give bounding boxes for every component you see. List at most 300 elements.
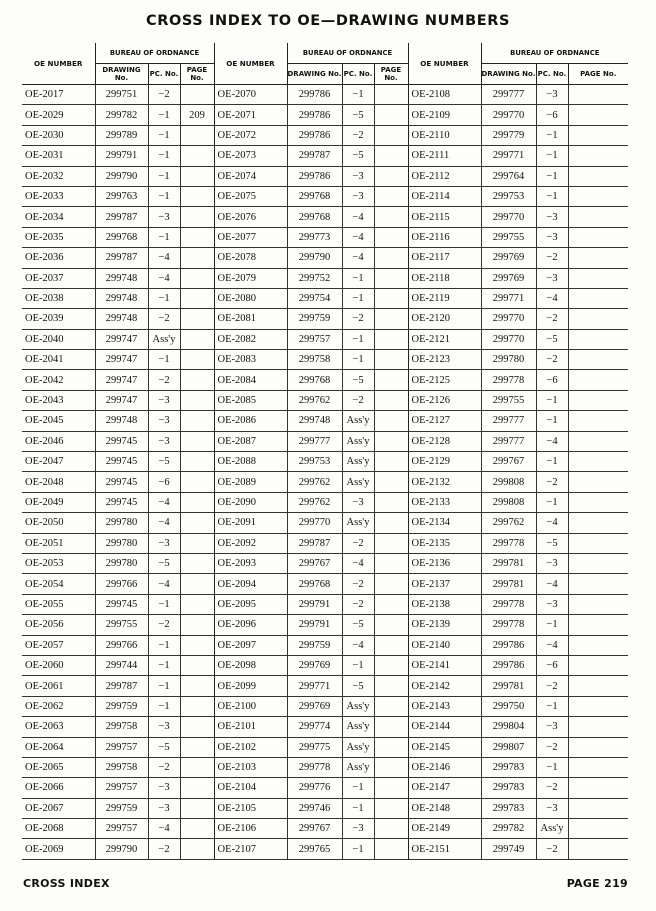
oe-number-cell: OE-2046 <box>22 431 95 451</box>
pc-no-cell: −4 <box>536 513 568 533</box>
drawing-no-cell: 299767 <box>287 553 342 573</box>
page-no-cell <box>180 350 214 370</box>
pc-no-cell: −2 <box>148 615 180 635</box>
page-no-cell <box>374 717 408 737</box>
page-no-cell <box>180 839 214 859</box>
pc-no-cell: −3 <box>536 227 568 247</box>
oe-number-cell: OE-2043 <box>22 390 95 410</box>
page-no-cell <box>568 676 628 696</box>
drawing-no-cell: 299750 <box>481 696 536 716</box>
drawing-no-cell: 299748 <box>95 268 148 288</box>
oe-number-cell: OE-2075 <box>214 186 287 206</box>
page-no-cell <box>568 553 628 573</box>
drawing-no-cell: 299807 <box>481 737 536 757</box>
page-no-cell <box>568 615 628 635</box>
drawing-no-cell: 299783 <box>481 757 536 777</box>
page-no-cell <box>374 370 408 390</box>
oe-number-cell: OE-2070 <box>214 85 287 105</box>
pc-no-cell: −1 <box>342 350 374 370</box>
bureau-of-ordnance-header: BUREAU OF ORDNANCE <box>481 43 628 64</box>
oe-number-cell: OE-2110 <box>408 125 481 145</box>
drawing-no-cell: 299767 <box>481 452 536 472</box>
oe-number-cell: OE-2099 <box>214 676 287 696</box>
oe-number-cell: OE-2126 <box>408 390 481 410</box>
page-no-cell <box>568 370 628 390</box>
drawing-no-cell: 299748 <box>95 309 148 329</box>
drawing-no-cell: 299780 <box>95 513 148 533</box>
page-no-cell <box>374 778 408 798</box>
oe-number-cell: OE-2120 <box>408 309 481 329</box>
drawing-no-cell: 299777 <box>481 85 536 105</box>
drawing-no-cell: 299747 <box>95 390 148 410</box>
drawing-no-cell: 299780 <box>95 533 148 553</box>
pc-no-cell: −3 <box>148 778 180 798</box>
pc-no-cell: Ass'y <box>342 513 374 533</box>
pc-no-cell: −4 <box>342 227 374 247</box>
pc-no-cell: −1 <box>148 635 180 655</box>
drawing-no-cell: 299804 <box>481 717 536 737</box>
oe-number-cell: OE-2104 <box>214 778 287 798</box>
pc-no-cell: −1 <box>148 594 180 614</box>
pc-no-cell: −2 <box>342 533 374 553</box>
drawing-no-cell: 299770 <box>481 105 536 125</box>
page-no-cell <box>180 574 214 594</box>
page-no-cell <box>180 166 214 186</box>
page-no-header: PAGE No. <box>180 64 214 85</box>
page-no-cell <box>180 472 214 492</box>
oe-number-cell: OE-2087 <box>214 431 287 451</box>
pc-no-cell: −2 <box>148 370 180 390</box>
drawing-no-cell: 299791 <box>287 615 342 635</box>
table-row <box>22 778 628 798</box>
drawing-no-cell: 299777 <box>481 411 536 431</box>
page-no-cell <box>374 411 408 431</box>
pc-no-cell: −1 <box>342 778 374 798</box>
page-no-cell <box>374 655 408 675</box>
pc-no-cell: −1 <box>536 696 568 716</box>
drawing-no-cell: 299779 <box>481 125 536 145</box>
table-row <box>22 268 628 288</box>
drawing-no-cell: 299787 <box>287 533 342 553</box>
pc-no-cell: −5 <box>342 146 374 166</box>
drawing-no-cell: 299762 <box>287 492 342 512</box>
drawing-no-cell: 299781 <box>481 574 536 594</box>
page-no-cell <box>374 553 408 573</box>
oe-number-cell: OE-2149 <box>408 819 481 839</box>
drawing-no-cell: 299748 <box>95 411 148 431</box>
drawing-no-cell: 299768 <box>95 227 148 247</box>
page-title: CROSS INDEX TO OE—DRAWING NUMBERS <box>145 13 511 29</box>
pc-no-cell: −1 <box>536 186 568 206</box>
oe-number-cell: OE-2037 <box>22 268 95 288</box>
page-no-cell <box>180 309 214 329</box>
oe-number-header: OE NUMBER <box>22 43 95 85</box>
drawing-no-cell: 299757 <box>287 329 342 349</box>
page-no-cell <box>568 248 628 268</box>
table-row <box>22 431 628 451</box>
oe-number-cell: OE-2146 <box>408 757 481 777</box>
oe-number-cell: OE-2017 <box>22 85 95 105</box>
oe-number-cell: OE-2098 <box>214 655 287 675</box>
page-no-cell <box>180 819 214 839</box>
page-no-cell <box>180 553 214 573</box>
drawing-no-cell: 299780 <box>481 350 536 370</box>
pc-no-cell: −1 <box>342 798 374 818</box>
page-no-cell <box>568 350 628 370</box>
drawing-no-cell: 299748 <box>287 411 342 431</box>
pc-no-cell: −2 <box>148 309 180 329</box>
page-no-cell <box>374 696 408 716</box>
page-no-cell <box>374 146 408 166</box>
drawing-no-cell: 299751 <box>95 85 148 105</box>
drawing-no-cell: 299769 <box>287 655 342 675</box>
pc-no-cell: −1 <box>148 186 180 206</box>
page-no-cell <box>568 757 628 777</box>
pc-no-cell: Ass'y <box>536 819 568 839</box>
table-row <box>22 105 628 125</box>
oe-number-cell: OE-2089 <box>214 472 287 492</box>
table-row <box>22 574 628 594</box>
table-row <box>22 513 628 533</box>
pc-no-cell: −3 <box>536 207 568 227</box>
oe-number-cell: OE-2034 <box>22 207 95 227</box>
page-no-cell <box>374 819 408 839</box>
table-row <box>22 553 628 573</box>
page-no-cell <box>374 513 408 533</box>
page-no-cell <box>374 125 408 145</box>
pc-no-cell: −6 <box>536 105 568 125</box>
table-row <box>22 472 628 492</box>
page-no-cell <box>180 268 214 288</box>
drawing-no-header: DRAWING No. <box>287 64 342 85</box>
page-no-cell <box>180 676 214 696</box>
drawing-no-cell: 299782 <box>95 105 148 125</box>
oe-number-cell: OE-2090 <box>214 492 287 512</box>
oe-number-cell: OE-2136 <box>408 553 481 573</box>
drawing-no-cell: 299745 <box>95 594 148 614</box>
page-no-cell <box>568 696 628 716</box>
oe-number-cell: OE-2054 <box>22 574 95 594</box>
pc-no-cell: −1 <box>536 492 568 512</box>
pc-no-cell: Ass'y <box>342 757 374 777</box>
drawing-no-cell: 299763 <box>95 186 148 206</box>
page-no-cell <box>568 288 628 308</box>
table-row <box>22 350 628 370</box>
page-no-cell <box>568 431 628 451</box>
table-row <box>22 492 628 512</box>
oe-number-cell: OE-2138 <box>408 594 481 614</box>
oe-number-cell: OE-2051 <box>22 533 95 553</box>
drawing-no-cell: 299777 <box>287 431 342 451</box>
oe-number-cell: OE-2088 <box>214 452 287 472</box>
oe-number-cell: OE-2101 <box>214 717 287 737</box>
pc-no-cell: −3 <box>148 431 180 451</box>
pc-no-cell: −1 <box>536 166 568 186</box>
page-no-cell <box>568 105 628 125</box>
page-no-cell <box>180 146 214 166</box>
table-row <box>22 166 628 186</box>
page-no-cell <box>374 166 408 186</box>
pc-no-cell: −5 <box>148 452 180 472</box>
oe-number-cell: OE-2134 <box>408 513 481 533</box>
oe-number-cell: OE-2107 <box>214 839 287 859</box>
oe-number-cell: OE-2128 <box>408 431 481 451</box>
oe-number-cell: OE-2115 <box>408 207 481 227</box>
pc-no-cell: −2 <box>536 839 568 859</box>
pc-no-cell: −6 <box>536 655 568 675</box>
pc-no-cell: −1 <box>148 105 180 125</box>
oe-number-cell: OE-2123 <box>408 350 481 370</box>
page-no-cell <box>374 268 408 288</box>
drawing-no-cell: 299754 <box>287 288 342 308</box>
oe-number-cell: OE-2039 <box>22 309 95 329</box>
pc-no-cell: −3 <box>536 553 568 573</box>
drawing-no-cell: 299768 <box>287 370 342 390</box>
pc-no-cell: −4 <box>342 248 374 268</box>
pc-no-cell: −3 <box>148 798 180 818</box>
drawing-no-cell: 299786 <box>481 635 536 655</box>
page-no-cell <box>568 390 628 410</box>
pc-no-cell: −4 <box>536 574 568 594</box>
drawing-no-cell: 299770 <box>287 513 342 533</box>
oe-number-cell: OE-2073 <box>214 146 287 166</box>
pc-no-cell: −1 <box>536 146 568 166</box>
pc-no-cell: −1 <box>342 288 374 308</box>
drawing-no-cell: 299778 <box>287 757 342 777</box>
drawing-no-cell: 299755 <box>481 390 536 410</box>
oe-number-header: OE NUMBER <box>408 43 481 85</box>
oe-number-cell: OE-2118 <box>408 268 481 288</box>
drawing-no-cell: 299758 <box>95 757 148 777</box>
oe-number-cell: OE-2097 <box>214 635 287 655</box>
page-no-cell <box>568 839 628 859</box>
oe-number-cell: OE-2069 <box>22 839 95 859</box>
page-no-header: PAGE No. <box>374 64 408 85</box>
page-no-cell <box>374 574 408 594</box>
page-no-cell <box>374 492 408 512</box>
pc-no-cell: −4 <box>148 492 180 512</box>
table-row <box>22 370 628 390</box>
oe-number-cell: OE-2125 <box>408 370 481 390</box>
drawing-no-cell: 299768 <box>287 207 342 227</box>
drawing-no-cell: 299766 <box>95 574 148 594</box>
page-no-cell <box>180 370 214 390</box>
bureau-of-ordnance-header: BUREAU OF ORDNANCE <box>95 43 214 64</box>
oe-number-cell: OE-2148 <box>408 798 481 818</box>
pc-no-cell: −4 <box>342 207 374 227</box>
table-body <box>22 85 628 860</box>
pc-no-cell: −2 <box>342 125 374 145</box>
oe-number-cell: OE-2056 <box>22 615 95 635</box>
page-no-cell <box>180 452 214 472</box>
pc-no-cell: −4 <box>342 635 374 655</box>
pc-no-cell: −1 <box>148 696 180 716</box>
table-row <box>22 737 628 757</box>
page-no-cell: 209 <box>180 105 214 125</box>
cross-index-table-container <box>22 43 628 860</box>
pc-no-cell: −2 <box>148 757 180 777</box>
footer-section-label: CROSS INDEX <box>23 877 110 890</box>
page-no-cell <box>568 329 628 349</box>
oe-number-cell: OE-2106 <box>214 819 287 839</box>
drawing-no-cell: 299749 <box>481 839 536 859</box>
page-no-cell <box>568 635 628 655</box>
pc-no-cell: −1 <box>342 85 374 105</box>
drawing-no-cell: 299789 <box>95 125 148 145</box>
table-row <box>22 411 628 431</box>
oe-number-cell: OE-2112 <box>408 166 481 186</box>
pc-no-cell: Ass'y <box>342 472 374 492</box>
page-no-cell <box>374 737 408 757</box>
drawing-no-cell: 299777 <box>481 431 536 451</box>
page-number: PAGE 219 <box>566 877 628 890</box>
drawing-no-cell: 299745 <box>95 472 148 492</box>
drawing-no-cell: 299768 <box>287 186 342 206</box>
drawing-no-cell: 299781 <box>481 553 536 573</box>
drawing-no-cell: 299766 <box>95 635 148 655</box>
oe-number-cell: OE-2067 <box>22 798 95 818</box>
pc-no-cell: −3 <box>536 717 568 737</box>
oe-number-cell: OE-2035 <box>22 227 95 247</box>
drawing-no-cell: 299771 <box>481 146 536 166</box>
drawing-no-cell: 299791 <box>287 594 342 614</box>
page-no-cell <box>180 798 214 818</box>
pc-no-cell: −2 <box>536 248 568 268</box>
oe-number-cell: OE-2127 <box>408 411 481 431</box>
pc-no-header: PC. No. <box>148 64 180 85</box>
drawing-no-cell: 299758 <box>287 350 342 370</box>
pc-no-cell: −4 <box>148 819 180 839</box>
drawing-no-cell: 299746 <box>287 798 342 818</box>
table-row <box>22 533 628 553</box>
oe-number-cell: OE-2083 <box>214 350 287 370</box>
page-no-cell <box>180 411 214 431</box>
oe-number-cell: OE-2084 <box>214 370 287 390</box>
page-no-cell <box>568 819 628 839</box>
page-no-cell <box>374 248 408 268</box>
page-no-cell <box>374 615 408 635</box>
cross-index-table <box>22 43 628 860</box>
pc-no-cell: −1 <box>148 146 180 166</box>
page-no-cell <box>374 105 408 125</box>
pc-no-cell: −5 <box>342 370 374 390</box>
page-no-cell <box>568 533 628 553</box>
page-no-cell <box>374 431 408 451</box>
pc-no-cell: Ass'y <box>148 329 180 349</box>
drawing-no-cell: 299762 <box>481 513 536 533</box>
pc-no-cell: −1 <box>342 268 374 288</box>
pc-no-cell: Ass'y <box>342 431 374 451</box>
oe-number-cell: OE-2145 <box>408 737 481 757</box>
table-row <box>22 819 628 839</box>
pc-no-cell: −2 <box>342 309 374 329</box>
pc-no-cell: −2 <box>536 472 568 492</box>
oe-number-cell: OE-2072 <box>214 125 287 145</box>
page-no-cell <box>374 472 408 492</box>
pc-no-cell: −4 <box>536 635 568 655</box>
oe-number-cell: OE-2032 <box>22 166 95 186</box>
drawing-no-cell: 299778 <box>481 533 536 553</box>
page-no-cell <box>568 492 628 512</box>
pc-no-cell: −1 <box>148 288 180 308</box>
pc-no-cell: −1 <box>342 655 374 675</box>
oe-number-cell: OE-2045 <box>22 411 95 431</box>
table-row <box>22 757 628 777</box>
table-row <box>22 248 628 268</box>
page-no-cell <box>374 85 408 105</box>
page-no-cell <box>374 350 408 370</box>
page-no-cell <box>374 227 408 247</box>
page-no-cell <box>374 676 408 696</box>
drawing-no-cell: 299759 <box>287 635 342 655</box>
pc-no-cell: −4 <box>148 574 180 594</box>
page-no-cell <box>568 125 628 145</box>
page-no-cell <box>568 166 628 186</box>
page-no-cell <box>180 186 214 206</box>
oe-number-cell: OE-2129 <box>408 452 481 472</box>
pc-no-cell: −5 <box>342 676 374 696</box>
drawing-no-cell: 299769 <box>481 268 536 288</box>
oe-number-cell: OE-2063 <box>22 717 95 737</box>
oe-number-cell: OE-2080 <box>214 288 287 308</box>
oe-number-cell: OE-2095 <box>214 594 287 614</box>
oe-number-cell: OE-2109 <box>408 105 481 125</box>
pc-no-cell: −3 <box>536 85 568 105</box>
pc-no-cell: −1 <box>148 125 180 145</box>
oe-number-cell: OE-2108 <box>408 85 481 105</box>
drawing-no-cell: 299753 <box>287 452 342 472</box>
drawing-no-cell: 299748 <box>95 288 148 308</box>
page-no-cell <box>374 839 408 859</box>
page-no-cell <box>374 186 408 206</box>
table-row <box>22 615 628 635</box>
oe-number-cell: OE-2029 <box>22 105 95 125</box>
drawing-no-cell: 299808 <box>481 492 536 512</box>
oe-number-cell: OE-2050 <box>22 513 95 533</box>
oe-number-cell: OE-2132 <box>408 472 481 492</box>
oe-number-cell: OE-2111 <box>408 146 481 166</box>
pc-no-cell: −3 <box>148 533 180 553</box>
oe-number-cell: OE-2078 <box>214 248 287 268</box>
pc-no-cell: −1 <box>342 329 374 349</box>
oe-number-cell: OE-2036 <box>22 248 95 268</box>
oe-number-cell: OE-2065 <box>22 757 95 777</box>
oe-number-cell: OE-2093 <box>214 553 287 573</box>
drawing-no-cell: 299759 <box>95 798 148 818</box>
drawing-no-cell: 299776 <box>287 778 342 798</box>
page-no-cell <box>180 513 214 533</box>
drawing-no-cell: 299781 <box>481 676 536 696</box>
pc-no-cell: −1 <box>536 390 568 410</box>
oe-number-cell: OE-2066 <box>22 778 95 798</box>
oe-number-cell: OE-2079 <box>214 268 287 288</box>
drawing-no-cell: 299778 <box>481 615 536 635</box>
pc-no-cell: −1 <box>536 125 568 145</box>
oe-number-cell: OE-2116 <box>408 227 481 247</box>
page-no-cell <box>568 186 628 206</box>
pc-no-cell: −4 <box>342 553 374 573</box>
page-no-header: PAGE No. <box>568 64 628 85</box>
table-row <box>22 146 628 166</box>
oe-number-cell: OE-2033 <box>22 186 95 206</box>
drawing-no-cell: 299767 <box>287 819 342 839</box>
page-no-cell <box>568 655 628 675</box>
pc-no-cell: Ass'y <box>342 737 374 757</box>
oe-number-cell: OE-2061 <box>22 676 95 696</box>
pc-no-cell: −2 <box>536 778 568 798</box>
page-no-cell <box>374 798 408 818</box>
drawing-no-cell: 299752 <box>287 268 342 288</box>
